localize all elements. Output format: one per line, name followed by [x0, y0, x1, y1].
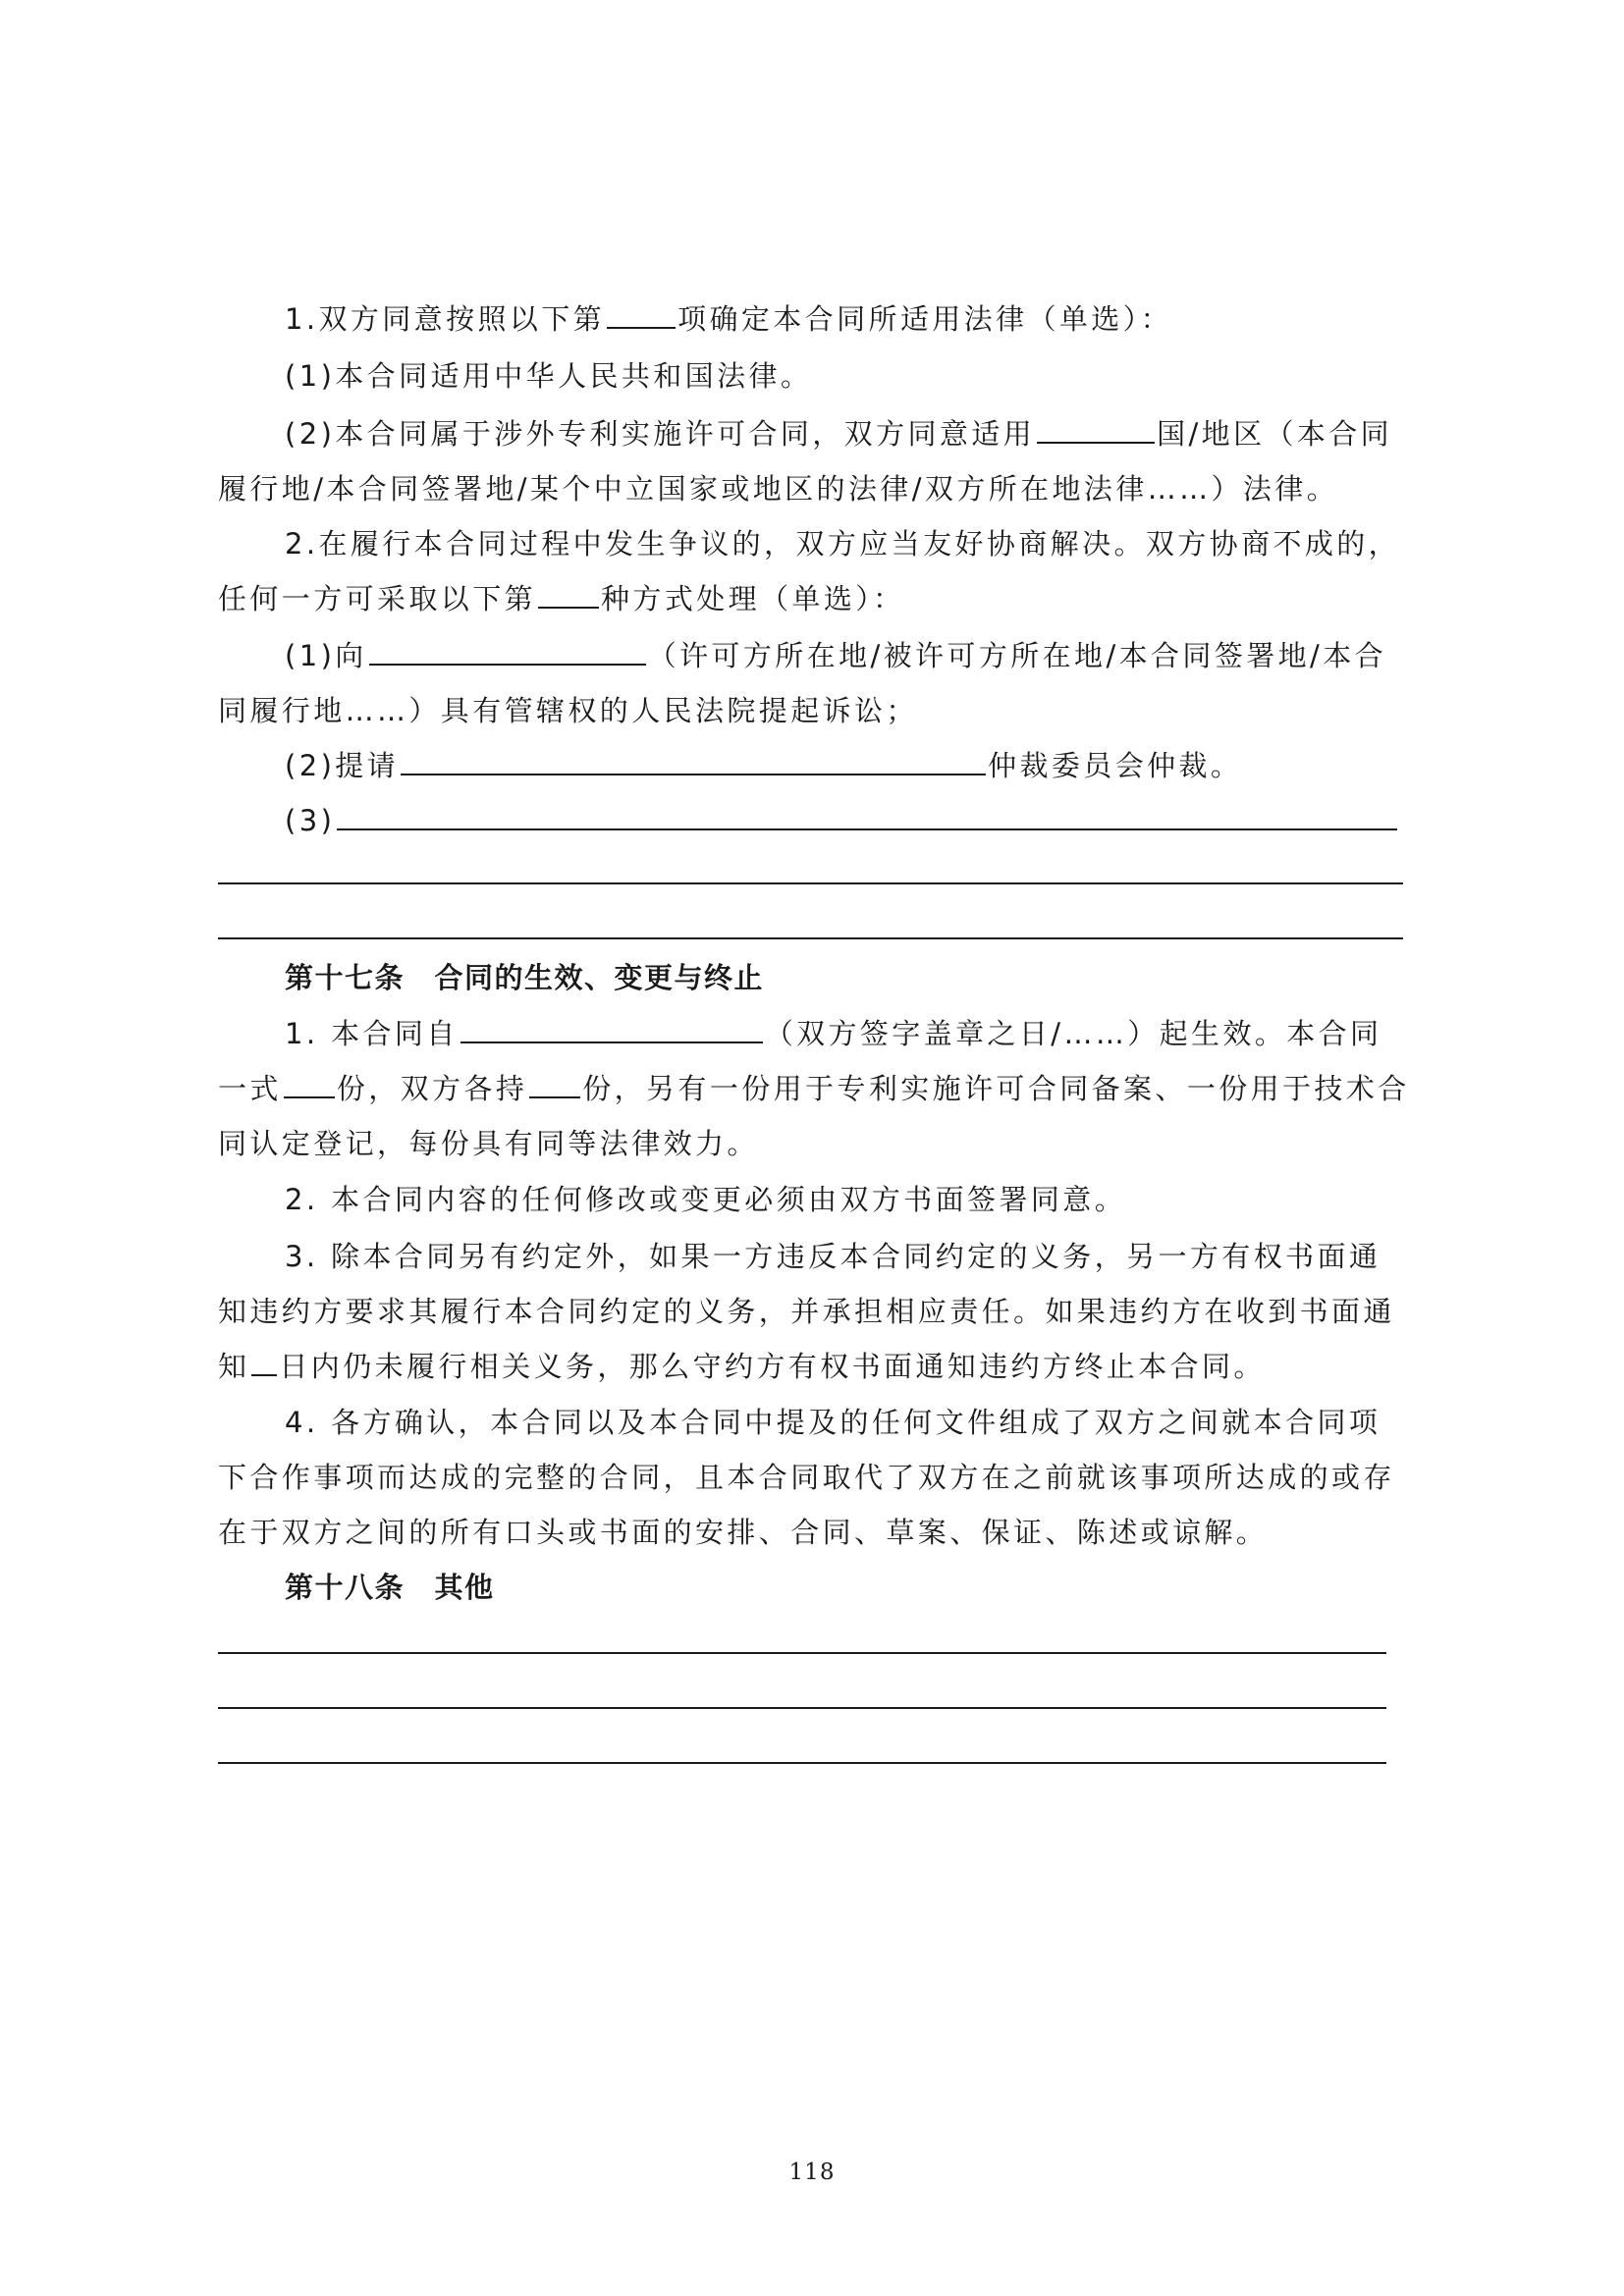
amendment-text: 2. 本合同内容的任何修改或变更必须由双方书面签署同意。 — [285, 1183, 1127, 1216]
dispute-resolution-line-1 — [218, 516, 1502, 571]
other-terms-blank-line-3[interactable] — [218, 1762, 1386, 1764]
law-option-2-cont-text: 履行地/本合同签署地/某个中立国家或地区的法律/双方所在地法律……）法律。 — [218, 472, 1339, 506]
effectiveness-text-post: （双方签字盖章之日/……）起生效。本合同 — [764, 1017, 1382, 1050]
litigation-option — [218, 628, 1502, 683]
dispute-option-blank[interactable] — [538, 575, 599, 609]
arbitration-option-pre: (2)提请 — [285, 749, 400, 782]
litigation-option-continuation — [218, 683, 1435, 738]
entire-agreement-line-2 — [218, 1450, 1435, 1505]
law-option-2-text-pre: (2)本合同属于涉外专利实施许可合同，双方同意适用 — [285, 417, 1036, 451]
law-option-1-text: (1)本合同适用中华人民共和国法律。 — [285, 359, 813, 393]
entire-agreement-line-1 — [218, 1395, 1502, 1450]
law-option-1 — [218, 348, 1502, 403]
entire-agreement-text-1: 4. 各方确认，本合同以及本合同中提及的任何文件组成了双方之间就本合同项 — [285, 1406, 1381, 1439]
termination-text-3a: 知 — [218, 1350, 250, 1383]
termination-text-1: 3. 除本合同另有约定外，如果一方违反本合同约定的义务，另一方有权书面通 — [285, 1240, 1381, 1273]
other-dispute-blank-line-3[interactable] — [218, 937, 1403, 939]
dispute-resolution-text-1: 2.在履行本合同过程中发生争议的，双方应当友好协商解决。双方协商不成的， — [285, 527, 1401, 561]
entire-agreement-line-3 — [218, 1505, 1435, 1560]
law-option-blank[interactable] — [607, 295, 676, 329]
effectiveness-line-2 — [218, 1061, 1435, 1116]
other-dispute-blank[interactable] — [337, 797, 1397, 830]
termination-line-1 — [218, 1229, 1502, 1284]
termination-line-2 — [218, 1284, 1435, 1339]
copies-each-blank[interactable] — [529, 1065, 580, 1098]
amendment-line — [218, 1172, 1502, 1227]
clause-17-heading-text: 第十七条 合同的生效、变更与终止 — [285, 961, 765, 994]
clause-18-heading-text: 第十八条 其他 — [285, 1571, 495, 1604]
termination-text-2: 知违约方要求其履行本合同约定的义务，并承担相应责任。如果违约方在收到书面通 — [218, 1295, 1395, 1328]
termination-text-3b: 日内仍未履行相关义务，那么守约方有权书面通知违约方终止本合同。 — [279, 1350, 1266, 1383]
effectiveness-line-1 — [218, 1006, 1502, 1061]
copies-text-b: 份，双方各持 — [336, 1072, 528, 1105]
law-option-2-continuation — [218, 461, 1435, 516]
copies-text-c: 份，另有一份用于专利实施许可合同备案、一份用于技术合 — [582, 1072, 1410, 1105]
termination-line-3 — [218, 1339, 1435, 1394]
clause-17-heading — [218, 950, 1502, 1005]
dispute-resolution-text-post: 种方式处理（单选）： — [601, 582, 905, 615]
effectiveness-line-3 — [218, 1116, 1435, 1171]
other-terms-blank-line-1[interactable] — [218, 1652, 1386, 1654]
effectiveness-text-3: 同认定登记，每份具有同等法律效力。 — [218, 1127, 759, 1160]
law-selection-text-pre: 1.双方同意按照以下第 — [285, 302, 606, 336]
other-dispute-blank-line-2[interactable] — [218, 882, 1403, 884]
country-region-blank[interactable] — [1037, 410, 1155, 444]
law-selection-text-post: 项确定本合同所适用法律（单选）： — [677, 302, 1172, 336]
other-terms-blank-line-2[interactable] — [218, 1707, 1386, 1709]
dispute-resolution-text-pre: 任何一方可采取以下第 — [218, 582, 537, 615]
effectiveness-text-pre: 1. 本合同自 — [285, 1017, 459, 1050]
page-number: 118 — [788, 2160, 836, 2185]
litigation-option-pre: (1)向 — [285, 639, 367, 672]
other-dispute-option — [218, 793, 1502, 848]
copies-text-a: 一式 — [218, 1072, 282, 1105]
effective-date-blank[interactable] — [460, 1010, 763, 1043]
arbitration-option-post: 仲裁委员会仲裁。 — [988, 749, 1243, 782]
other-dispute-option-pre: (3) — [285, 804, 336, 837]
entire-agreement-text-2: 下合作事项而达成的完整的合同，且本合同取代了双方在之前就该事项所达成的或存 — [218, 1461, 1395, 1494]
court-location-blank[interactable] — [369, 632, 646, 666]
dispute-resolution-line-2 — [218, 571, 1435, 626]
total-copies-blank[interactable] — [284, 1065, 335, 1098]
law-option-2-text-post: 国/地区（本合同 — [1157, 417, 1393, 451]
law-option-2 — [218, 406, 1502, 461]
litigation-option-cont: 同履行地……）具有管辖权的人民法院提起诉讼； — [218, 694, 918, 727]
notice-days-blank[interactable] — [251, 1343, 277, 1376]
entire-agreement-text-3: 在于双方之间的所有口头或书面的安排、合同、草案、保证、陈述或谅解。 — [218, 1516, 1269, 1549]
law-selection-line — [218, 292, 1502, 347]
litigation-option-post: （许可方所在地/被许可方所在地/本合同签署地/本合 — [647, 639, 1386, 672]
clause-18-heading — [218, 1560, 1502, 1615]
arbitration-commission-blank[interactable] — [401, 742, 986, 775]
arbitration-option — [218, 738, 1502, 793]
